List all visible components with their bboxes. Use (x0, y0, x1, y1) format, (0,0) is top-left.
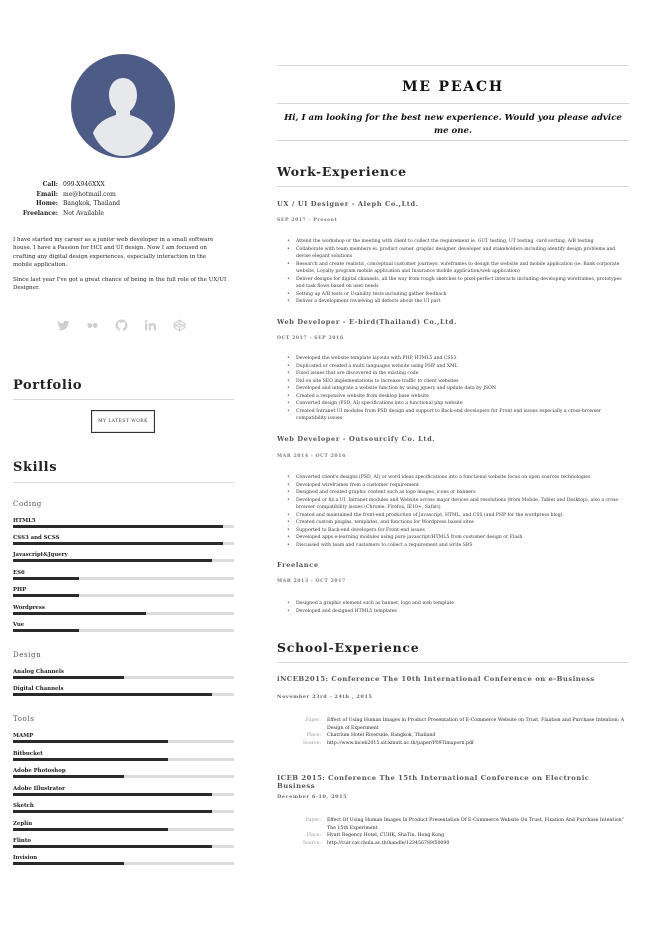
skill-bar-fill (13, 542, 223, 545)
detail-value: Chatrium Hotel Riverside, Bangkok, Thailand (327, 733, 436, 739)
detail-label: Place: (306, 833, 321, 839)
job-bullets (287, 474, 627, 549)
skill-name: Digital Channels (13, 686, 64, 692)
skill-group-title: Tools (13, 715, 35, 723)
list-item: • Collaborate with team members ei. product owner, graphic designer, developer and stakeholders including identify design problems and devise elegant solutions (287, 246, 627, 261)
avatar (71, 54, 175, 158)
skill-name: Flinto (13, 838, 31, 844)
contact-row-home (0, 199, 250, 209)
user-silhouette-icon (71, 54, 175, 158)
skill-item (13, 854, 234, 865)
publication-details (277, 817, 629, 847)
list-item: • Designed a graphic element such as banner, logo and web template (287, 600, 627, 608)
main-content (277, 0, 629, 930)
skill-bar-track (13, 559, 234, 562)
skill-bar-fill (13, 793, 212, 796)
divider (13, 399, 234, 400)
job-bullets (287, 355, 627, 423)
publication-row (277, 717, 629, 732)
skill-name: Sketch (13, 803, 34, 809)
skill-item (13, 586, 234, 597)
skill-bar-track (13, 828, 234, 831)
skill-bar-fill (13, 525, 223, 528)
skill-bar-fill (13, 676, 124, 679)
skill-item (13, 732, 234, 743)
list-item: • Discussed with team and customers to collect a requirement and write SRS (287, 542, 627, 550)
divider (13, 482, 234, 483)
school-experience-heading: School-Experience (277, 640, 420, 655)
skill-name: Analog Channels (13, 669, 64, 675)
skill-bar-track (13, 845, 234, 848)
skill-name: Vue (13, 622, 25, 628)
publication-title: ICEB 2015: Conference The 15th International Conference on Electronic Business (277, 774, 590, 790)
skill-bar-fill (13, 577, 79, 580)
skill-item (13, 668, 234, 679)
skill-bar-fill (13, 828, 168, 831)
job-title: Freelance (277, 561, 319, 569)
job-date: MAR 2013 - OCT 2017 (277, 579, 346, 584)
skill-bar-fill (13, 810, 212, 813)
job-date: SEP 2017 - Present (277, 218, 338, 223)
skill-bar-fill (13, 775, 124, 778)
job-title: Web Developer - Outsourcify Co. Ltd. (277, 435, 436, 443)
detail-label: Paper: (305, 818, 321, 823)
job-date: OCT 2017 - SEP 2016 (277, 336, 344, 341)
skill-bar-track (13, 810, 234, 813)
list-item: • Created custom plugins, templates, and functions for Wordpress based sites (287, 519, 627, 527)
divider (277, 186, 629, 187)
skill-bar-track (13, 740, 234, 743)
contact-value: Bangkok, Thailand (63, 200, 120, 207)
list-item: • Converted design (PSD, AI) specifications into a functional php website (287, 400, 627, 408)
skill-item (13, 551, 234, 562)
work-experience-heading: Work-Experience (277, 164, 407, 179)
list-item: • Created and maintained the front-end production of Javascript, HTML, and CSS (and PHP for the wordpress blog). (287, 512, 627, 520)
source-link[interactable]: http://cuir.car.chula.ac.th/handle/123456789/50090 (327, 840, 450, 846)
skill-bar-track (13, 612, 234, 615)
publication-row (277, 732, 629, 740)
codepen-icon[interactable] (173, 319, 186, 332)
publication-details (277, 717, 629, 747)
skill-bar-fill (13, 612, 146, 615)
github-icon[interactable] (115, 319, 128, 332)
publication-row (277, 740, 629, 748)
skill-bar-track (13, 775, 234, 778)
skill-bar-fill (13, 559, 212, 562)
divider (277, 65, 629, 66)
skill-bar-track (13, 676, 234, 679)
job-bullets (287, 600, 627, 615)
list-item: • Research and create realistic, conceptual customer journeys, wireframes to design the website and mobile application (ie: Bank corporate website, Loyalty program mobile application and Insurance mobile application/web application) (287, 261, 627, 276)
publication-date: December 6-10, 2015 (277, 794, 348, 800)
detail-value: Effect Of Using Human Images In Product Presentation Of E-Commerce Website On Trust, Fixation And Purchase Intention" The 15th Experiment (327, 818, 624, 831)
skill-bar-track (13, 862, 234, 865)
skill-item (13, 685, 234, 696)
skill-bar-track (13, 793, 234, 796)
list-item: • Setting up A/B tests or Usability tests including gather feedback (287, 291, 627, 299)
twitter-icon[interactable] (57, 319, 70, 332)
my-latest-work-button[interactable]: MY LATEST WORK (91, 410, 155, 433)
contact-label: Email: (36, 190, 58, 198)
skill-group-title: Design (13, 651, 42, 659)
skill-item (13, 534, 234, 545)
list-item: • Converted client's designs (PSD, AI) or word ideas specifications into a functional website focus on open sources technologies (287, 474, 627, 482)
skill-item (13, 569, 234, 580)
list-item: • Fixed issues that are discovered in the existing code (287, 370, 627, 378)
divider (277, 103, 629, 104)
list-item: • Developed and integrate a website function by using jquery and update data by JSON (287, 385, 627, 393)
source-link[interactable]: http://www.inceb2015.sit.kmutt.ac.th/paper/P09Timaporn.pdf (327, 740, 474, 746)
about-paragraph: I have started my career as a junior web developer in a small software house. I have a Passion for HCI and UI design. Now I am focused on crafting any digital design experiences, especially interaction in the mobile application. (13, 237, 214, 269)
skill-item (13, 621, 234, 632)
skill-item (13, 767, 234, 778)
contact-info (0, 180, 250, 218)
skill-name: Invision (13, 855, 38, 861)
skill-bar-track (13, 629, 234, 632)
skill-name: HTML5 (13, 518, 36, 524)
publication-date: November 23rd - 24th , 2015 (277, 694, 373, 700)
skill-bar-fill (13, 862, 124, 865)
skill-name: CSS3 and SCSS (13, 535, 60, 541)
detail-value: Hyatt Regency Hotel, CUHK, ShaTin, Hong Kong (327, 833, 445, 839)
list-item: • Did on site SEO implementations to increase traffic to client websites (287, 378, 627, 386)
detail-value: Effect of Using Human Images in Product Presentation of E-Commerce Website on Trust, Fixation and Purchase Intention: A Design of Experiment (327, 718, 625, 731)
list-item: • Deliver a development reviewing all defects about the UI part (287, 298, 627, 306)
contact-label: Home: (35, 200, 58, 207)
skill-bar-fill (13, 758, 168, 761)
contact-value[interactable]: me@hotmail.com (63, 190, 116, 198)
divider (277, 662, 629, 663)
skill-bar-fill (13, 740, 168, 743)
divider (277, 140, 629, 141)
list-item: • Developed and designed HTML5 templates (287, 608, 627, 616)
list-item: • Attend the workshop or the meeting with client to collect the requirement ie. GUT testing, UT testing, card sorting, A/B testing (287, 238, 627, 246)
contact-value: Not Available (63, 209, 104, 217)
skill-name: Adobe Photoshop (13, 768, 66, 774)
skill-group-title: Coding (13, 500, 42, 508)
list-item: • Designed and created graphic content such as logo images, icons or banners (287, 489, 627, 497)
skill-bar-track (13, 693, 234, 696)
skill-name: Javascript&Jquery (13, 552, 68, 558)
flickr-icon[interactable] (86, 319, 99, 332)
list-item: • Developed the website template layouts with PHP, HTML5 and CSS3 (287, 355, 627, 363)
list-item: • Developed apps e-learning modules using pure javascript/HTML5 from customer design or Flash (287, 534, 627, 542)
skill-item (13, 604, 234, 615)
about-text (13, 236, 227, 298)
skills-heading: Skills (13, 460, 58, 475)
job-date: MAR 2014 - OCT 2016 (277, 454, 346, 459)
skill-bar-track (13, 594, 234, 597)
job-bullets (287, 238, 627, 306)
skill-bar-fill (13, 594, 79, 597)
skill-bar-track (13, 577, 234, 580)
skill-bar-fill (13, 629, 79, 632)
list-item: • Developed wireframes from a customer requirement (287, 482, 627, 490)
detail-label: Place: (306, 733, 321, 739)
list-item: • Created a responsive website from desktop base website (287, 393, 627, 401)
publication-row (277, 817, 629, 832)
skill-bar-track (13, 542, 234, 545)
skill-item (13, 750, 234, 761)
job-title: Web Developer - E-bird(Thailand) Co.,Ltd. (277, 318, 458, 326)
skill-name: Wordpress (13, 605, 45, 611)
sidebar (0, 0, 250, 930)
detail-label: Source: (302, 740, 321, 746)
tagline: Hi, I am looking for the best new experience. Would you please advice me one. (284, 113, 622, 136)
skill-name: ES6 (13, 570, 25, 576)
contact-label: Freelance: (22, 209, 58, 217)
publication-row (277, 832, 629, 840)
contact-value: 099-X946XXX (63, 181, 105, 188)
detail-label: Source: (302, 840, 321, 846)
publication-row (277, 840, 629, 848)
social-links (57, 319, 186, 332)
skill-bar-track (13, 525, 234, 528)
skill-item (13, 837, 234, 848)
list-item: • Developed or fix a UI, Intranet modules and Website across major devices and resolutions (from Mobile, Tablet and Desktop), also a cross-browser compatibility issues (Chrome, Firefox, IE10+, Safari) (287, 497, 627, 512)
skill-item (13, 517, 234, 528)
skill-name: Adobe Illustrator (13, 786, 65, 792)
contact-row-call (0, 180, 250, 190)
skill-item (13, 802, 234, 813)
detail-label: Paper: (305, 718, 321, 723)
publication-title: iNCEB2015: Conference The 10th International Conference on e-Business (277, 675, 595, 683)
linkedin-icon[interactable] (144, 319, 157, 332)
page-title: ME PEACH (402, 79, 504, 95)
portfolio-heading: Portfolio (13, 378, 83, 393)
list-item: • Deliver designs for digital channels, all the way from rough sketches to pixel-perfect interacts including developing wireframes, prototypes and task flows based on user needs (287, 276, 627, 291)
skill-bar-fill (13, 845, 212, 848)
contact-row-freelance (0, 209, 250, 219)
skill-name: Bitbucket (13, 751, 43, 757)
contact-label: Call: (42, 181, 58, 188)
skill-item (13, 820, 234, 831)
list-item: • Created Intranet UI modules from PSD design and support to Back-end developers for Front end issues especially a cross-browser compatibility issues (287, 408, 627, 423)
job-title: UX / UI Designer - Aleph Co.,Ltd. (277, 200, 419, 208)
skill-name: PHP (13, 587, 27, 593)
skill-name: MAMP (13, 733, 34, 739)
skill-name: Zeplin (13, 821, 33, 827)
list-item: • Duplicated or created a multi languages website using PHP and XML (287, 363, 627, 371)
skill-bar-fill (13, 693, 212, 696)
list-item: • Supported to Back-end developers for Front-end issues (287, 527, 627, 535)
skill-item (13, 785, 234, 796)
about-paragraph: Since last year I've got a great chance of being in the full role of the UX/UI Designer. (13, 276, 227, 292)
skill-bar-track (13, 758, 234, 761)
contact-row-email (0, 190, 250, 200)
